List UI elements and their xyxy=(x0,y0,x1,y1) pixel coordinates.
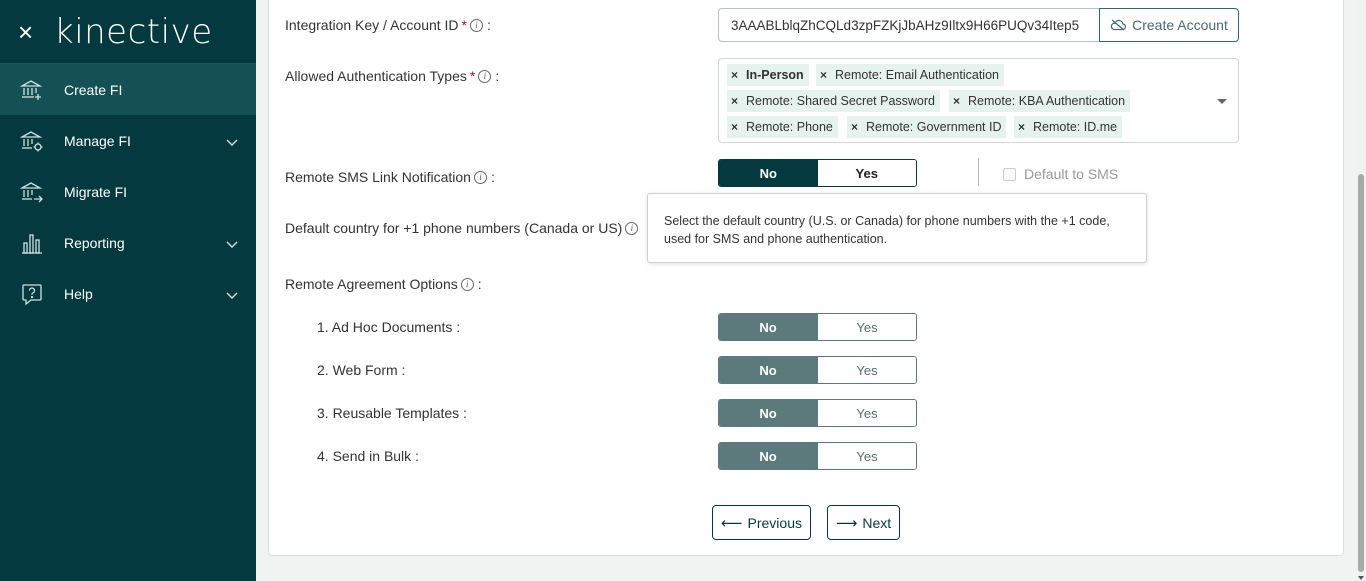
bank-gear-icon xyxy=(20,129,44,153)
auth-chip: × Remote: Shared Secret Password xyxy=(727,90,940,112)
info-icon[interactable]: i xyxy=(478,70,491,83)
sms-link-toggle xyxy=(718,159,917,187)
chip-remove-icon[interactable]: × xyxy=(851,120,859,134)
agreement-option-label: 4. Send in Bulk : xyxy=(317,448,419,464)
agreement-option-label: 2. Web Form : xyxy=(317,362,406,378)
chip-remove-icon[interactable]: × xyxy=(731,120,739,134)
chip-remove-icon[interactable]: × xyxy=(953,94,961,108)
cloud-slash-icon xyxy=(1110,19,1126,31)
sidebar-item-migrate-fi[interactable] xyxy=(0,166,256,217)
auth-types-multiselect[interactable] xyxy=(718,58,1239,143)
info-icon[interactable]: i xyxy=(474,171,487,184)
brand-bar xyxy=(0,0,256,64)
integration-key-input[interactable]: 3AAABLblqZhCQLd3zpFZKjJbAHz9Iltx9H66PUQv34Itep5 xyxy=(718,8,1100,42)
chevron-down-icon[interactable] xyxy=(226,134,238,150)
scrollbar[interactable] xyxy=(1356,0,1366,581)
agreement-options-label: Remote Agreement Options i : xyxy=(285,276,482,292)
previous-button[interactable]: ⟵ Previous xyxy=(712,505,811,540)
default-country-tooltip: Select the default country (U.S. or Canada) for phone numbers with the +1 code, used for SMS and phone authentication. xyxy=(647,193,1147,263)
default-country-label: Default country for +1 phone numbers (Canada or US) i xyxy=(285,220,638,236)
sms-link-no-option[interactable]: No xyxy=(719,160,818,186)
agreement-option-label: 1. Ad Hoc Documents : xyxy=(317,319,461,335)
toggle-no-option[interactable]: No xyxy=(719,357,817,383)
chip-remove-icon[interactable]: × xyxy=(731,68,739,82)
logo: kinective xyxy=(54,11,213,52)
sidebar-item-manage-fi[interactable] xyxy=(0,115,256,166)
send-in-bulk-toggle xyxy=(718,442,917,470)
default-to-sms-checkbox[interactable] xyxy=(1003,168,1016,181)
chip-remove-icon[interactable]: × xyxy=(820,68,828,82)
close-icon[interactable]: × xyxy=(18,16,34,47)
dropdown-caret-icon[interactable] xyxy=(1217,99,1227,104)
web-form-toggle xyxy=(718,356,917,384)
auth-chip: × In-Person xyxy=(727,64,809,86)
agreement-option-label: 3. Reusable Templates : xyxy=(317,405,467,421)
toggle-yes-option[interactable]: Yes xyxy=(817,314,916,340)
divider xyxy=(978,158,979,186)
toggle-no-option[interactable]: No xyxy=(719,400,817,426)
sidebar-item-label: Create FI xyxy=(64,81,123,98)
toggle-yes-option[interactable]: Yes xyxy=(817,400,916,426)
reusable-templates-toggle xyxy=(718,399,917,427)
default-to-sms-option[interactable]: Default to SMS xyxy=(1003,166,1118,182)
scroll-down-arrow-icon[interactable] xyxy=(1358,576,1364,580)
sidebar-item-label: Reporting xyxy=(64,234,125,251)
next-button[interactable]: ⟶ Next xyxy=(827,505,900,540)
toggle-no-option[interactable]: No xyxy=(719,443,817,469)
sidebar-item-label: Migrate FI xyxy=(64,183,128,200)
sidebar-item-label: Manage FI xyxy=(64,132,131,149)
chip-remove-icon[interactable]: × xyxy=(731,94,739,108)
scrollbar-thumb[interactable] xyxy=(1358,174,1364,572)
chevron-down-icon[interactable] xyxy=(226,287,238,303)
info-icon[interactable]: i xyxy=(461,278,474,291)
create-account-button[interactable]: Create Account xyxy=(1099,8,1239,42)
auth-chip: × Remote: Government ID xyxy=(847,116,1006,138)
bar-chart-icon xyxy=(20,231,44,255)
ad-hoc-documents-toggle xyxy=(718,313,917,341)
auth-chip: × Remote: Phone xyxy=(727,116,838,138)
required-marker: * xyxy=(461,17,467,33)
auth-chip: × Remote: KBA Authentication xyxy=(949,90,1130,112)
required-marker: * xyxy=(469,68,476,84)
sms-link-yes-option[interactable]: Yes xyxy=(818,160,917,186)
integration-key-label: Integration Key / Account ID * i : xyxy=(285,17,491,33)
info-icon[interactable]: i xyxy=(625,222,638,235)
sms-link-label: Remote SMS Link Notification i : xyxy=(285,169,495,185)
toggle-yes-option[interactable]: Yes xyxy=(817,357,916,383)
sidebar-item-reporting[interactable] xyxy=(0,217,256,268)
auth-types-label: Allowed Authentication Types * i : xyxy=(285,68,500,84)
bank-arrow-icon xyxy=(20,180,44,204)
chevron-down-icon[interactable] xyxy=(226,236,238,252)
sidebar-item-help[interactable] xyxy=(0,268,256,319)
chip-remove-icon[interactable]: × xyxy=(1018,120,1026,134)
toggle-yes-option[interactable]: Yes xyxy=(817,443,916,469)
bank-plus-icon xyxy=(20,78,44,102)
info-icon[interactable]: i xyxy=(470,19,483,32)
arrow-left-icon: ⟵ xyxy=(721,514,743,532)
arrow-right-icon: ⟶ xyxy=(835,514,858,532)
auth-chip: × Remote: ID.me xyxy=(1014,116,1122,138)
sidebar xyxy=(0,0,256,581)
help-icon xyxy=(20,282,44,306)
toggle-no-option[interactable]: No xyxy=(719,314,817,340)
sidebar-item-label: Help xyxy=(64,285,93,302)
auth-chip: × Remote: Email Authentication xyxy=(816,64,1004,86)
sidebar-item-create-fi[interactable] xyxy=(0,64,256,115)
